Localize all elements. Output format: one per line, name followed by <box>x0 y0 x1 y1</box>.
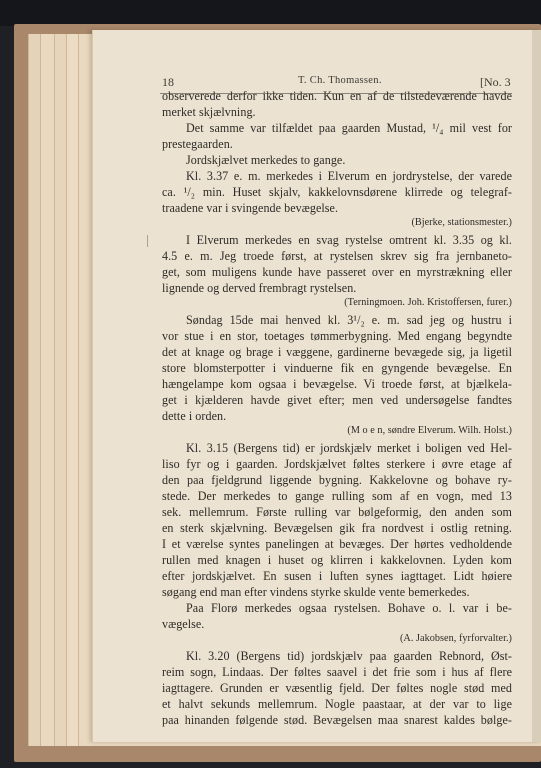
signature-line: (A. Jakobsen, fyrforvalter.) <box>399 633 512 644</box>
running-title: T. Ch. Thomassen. <box>298 75 382 86</box>
pencil-mark <box>147 235 148 247</box>
text-line: prestegaarden. <box>162 137 233 151</box>
text-line: store blomsterpotter i vinduerne fik en gyngende bevægelse. En <box>162 361 512 375</box>
issue-number: [No. 3 <box>480 75 511 89</box>
text-line: lignende og derved frembragt rystelsen. <box>162 281 357 295</box>
signature-line: (Bjerke, stationsmester.) <box>411 217 512 228</box>
text-line: reim sogn, Lindaas. Der føltes saavel i det frie som i hus af flere <box>162 665 512 679</box>
text-line: søgang end man efter vindens styrke skulde vente bemerkedes. <box>162 585 470 599</box>
text-line: Det samme var tilfældet paa gaarden Mustad, ¹/₄ mil vest for <box>186 121 512 135</box>
text-line: en sterk skjælvning. Bevægelsen gik fra nordvest i ostlig retning. <box>162 521 512 535</box>
text-line: vor stue i en stor, toetages tømmerbygning. Med engang begyndte <box>162 329 512 343</box>
text-line: sek. mellemrum. Første rulling var bølgeformig, den anden som <box>162 505 512 519</box>
text-line: merket skjælvning. <box>162 105 256 119</box>
scanner-background <box>0 0 541 26</box>
text-line: get, som muligens kunde have passeret over en myrstrækning eller <box>162 265 512 279</box>
text-line: Kl. 3.15 (Bergens tid) er jordskjælv merket i boligen ved Hel- <box>186 441 512 455</box>
text-line: dette i orden. <box>162 409 227 423</box>
text-line: vægelse. <box>162 617 205 631</box>
text-line: 4.5 e. m. Jeg troede først, at rystelsen skrev sig fra jernbaneto- <box>162 249 512 263</box>
text-line: det at knage og brage i væggene, gardinerne bevægede sig, ja ligetil <box>162 345 512 359</box>
text-line: paa hinanden følgende stød. Bevægelsen maa snarest kaldes bølge- <box>162 713 512 727</box>
text-line: I et værelse syntes panelingen at bevæges. Der hørtes vedholdende <box>162 537 512 551</box>
text-line: traadene var i svingende bevægelse. <box>162 201 339 215</box>
page-number: 18 <box>162 75 174 89</box>
text-line: den paa fjeldgrund liggende bygning. Kakkelovne og bohave ry- <box>162 473 512 487</box>
text-line: iagttagere. Grunden er væsentlig fjeld. Der føltes nogle stød med <box>162 681 512 695</box>
text-line: observerede derfor ikke tiden. Kun en af de tilstedeværende havde <box>162 89 512 103</box>
text-line: rullen med knagen i huset og klirren i kakkelovnen. Lyden kom <box>162 553 512 567</box>
signature-line: (Terningmoen. Joh. Kristoffersen, furer.) <box>344 297 512 308</box>
text-line: et halvt sekunds mellemrum. Nogle paastaar, at der var to lige <box>162 697 512 711</box>
text-line: efter jordskjælvet. En susen i luften synes iagttaget. Lidt høiere <box>162 569 512 583</box>
text-line: I Elverum merkedes en svag rystelse omtrent kl. 3.35 og kl. <box>186 233 512 247</box>
signature-line: (M o e n, søndre Elverum. Wilh. Holst.) <box>347 425 512 436</box>
page-right-edge <box>532 30 541 742</box>
text-line: hængelampe kom ogsaa i bevægelse. Vi troede først, at bjælkela- <box>162 377 512 391</box>
text-line: Jordskjælvet merkedes to gange. <box>186 153 346 167</box>
text-line: stede. Der merkedes to gange rulling som af en vogn, med 13 <box>162 489 512 503</box>
text-line: get i kjælderen havde givet efter; men ved undersøgelse fandtes <box>162 393 512 407</box>
text-line: liso fyr og i gaarden. Jordskjælvet føltes sterkere i øvre etage af <box>162 457 512 471</box>
text-line: Paa Florø merkedes ogsaa rystelsen. Bohave o. l. var i be- <box>186 601 512 615</box>
text-line: ca. ¹/₂ min. Huset skjalv, kakkelovnsdørene klirrede og telegraf- <box>162 185 512 199</box>
text-line: Kl. 3.37 e. m. merkedes i Elverum en jordrystelse, der varede <box>186 169 512 183</box>
text-line: Søndag 15de mai henved kl. 3¹/₂ e. m. sad jeg og hustru i <box>186 313 512 327</box>
text-line: Kl. 3.20 (Bergens tid) jordskjælv paa gaarden Rebnord, Øst- <box>186 649 512 663</box>
